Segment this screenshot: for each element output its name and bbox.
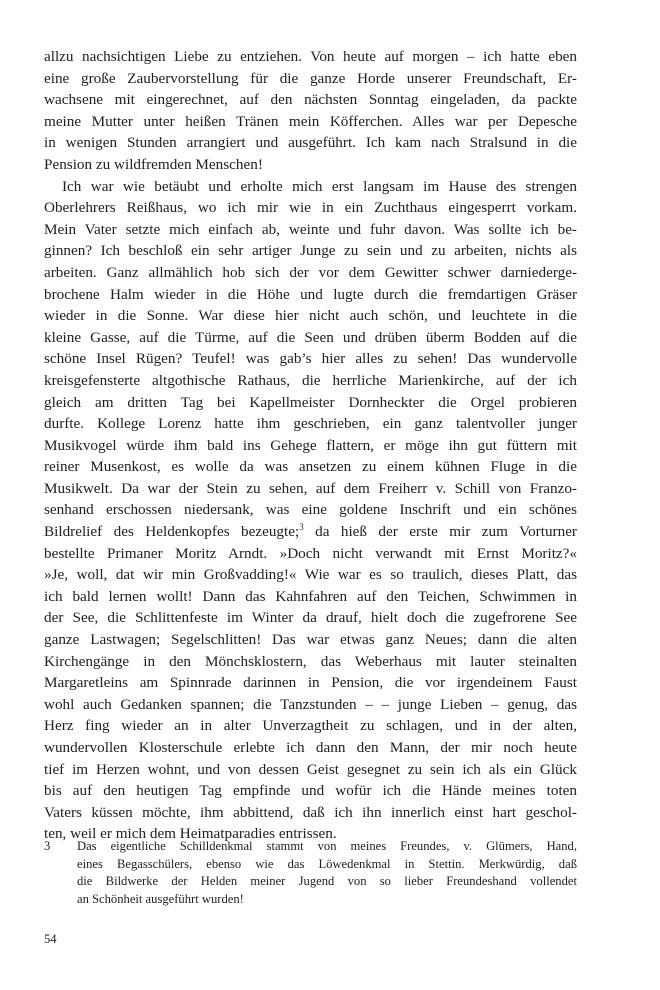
page-number: 54 [44, 932, 57, 946]
footnote-number: 3 [44, 839, 51, 853]
text-line: Kirchengänge in den Mönchsklostern, das Weberhaus mit lauter steinalten [44, 652, 577, 670]
text-line: Margaretleins am Spinnrade darinnen in Pension, die vor irgendeinem Faust [44, 674, 577, 692]
footnote-reference[interactable]: 3 [299, 522, 304, 533]
text-line: brochene Halm wieder in die Höhe und lugte durch die fremdartigen Gräser [44, 285, 577, 303]
text-line: der See, die Schlittenfeste im Winter da drauf, hielt doch die zugefrorene See [44, 609, 577, 627]
footnote-line: Das eigentliche Schilldenkmal stammt von meines Freundes, v. Glümers, Hand, [77, 839, 577, 853]
text-line: arbeiten. Ganz allmählich hob sich der vor dem Gewitter schwer darniederge- [44, 263, 577, 281]
text-line: wachsene mit eingerechnet, auf den nächsten Sonntag eingeladen, da packte [44, 91, 577, 109]
main-text [44, 46, 577, 845]
text-line: in wenigen Stunden arrangiert und ausgeführt. Ich kam nach Stralsund in die [44, 134, 577, 152]
text-line: Vaters küssen möchte, ihm abbittend, daß ich ihn innerlich einst hart geschol- [44, 803, 577, 821]
text-line: wohl auch Gedanken spannen; die Tanzstunden – – junge Lieben – genug, das [44, 695, 577, 713]
text-line: eine große Zaubervorstellung für die ganze Horde unserer Freundschaft, Er- [44, 69, 577, 87]
text-line: wieder in die Sonne. War diese hier nicht auch schön, und leuchtete in die [44, 307, 577, 325]
text-line: gleich am dritten Tag bei Kapellmeister Dornheckter die Orgel probieren [44, 393, 577, 411]
text-line: schöne Insel Rügen? Teufel! was gab’s hier alles zu sehen! Das wundervolle [44, 350, 577, 368]
text-line: Pension zu wildfremden Menschen! [44, 155, 263, 173]
footnote-line: an Schönheit ausgeführt wurden! [77, 891, 244, 906]
text-line: ten, weil er mich dem Heimatparadies entrissen. [44, 825, 337, 843]
text-line: bis auf den heutigen Tag empfinde und wofür ich die Hände meines toten [44, 782, 577, 800]
text-line: ganze Lastwagen; Segelschlitten! Das war etwas ganz Neues; dann die alten [44, 631, 577, 649]
text-line: kleine Gasse, auf die Türme, auf die Seen und drüben überm Bodden auf die [44, 328, 577, 346]
text-line: meine Mutter unter heißen Tränen mein Köfferchen. Alles war per Depesche [44, 112, 577, 130]
text-segment: Bildrelief des Heldenkopfes bezeugte; [44, 523, 300, 541]
text-line: reiner Musenkost, es wolle da was ansetzen zu einem kühnen Fluge in die [44, 458, 577, 476]
text-line: kreisgefensterte altgothische Rathaus, die herrliche Marienkirche, auf der ich [44, 371, 577, 389]
text-line: durfte. Kollege Lorenz hatte ihm geschrieben, ein ganz talentvoller junger [44, 415, 577, 433]
text-line: Musikwelt. Da war der Stein zu sehen, auf dem Freiherr v. Schill von Franzo- [44, 479, 577, 497]
text-line: wundervollen Klosterschule erlebte ich dann den Mann, der mir noch heute [44, 739, 577, 756]
text-line-with-footnote [44, 521, 577, 543]
text-line: Herz fing wieder an in alter Unverzagtheit zu schlagen, und in der alten, [44, 717, 577, 735]
text-line: ich bald lernen wollt! Dann das Kahnfahren auf den Teichen, Schwimmen in [44, 587, 577, 605]
text-line: Oberlehrers Reißhaus, wo ich mir wie in ein Zuchthaus eingesperrt vorkam. [44, 199, 577, 217]
text-line: bestellte Primaner Moritz Arndt. »Doch nicht verwandt mit Ernst Moritz?« [44, 544, 577, 562]
text-line: ginnen? Ich beschloß ein sehr artiger Junge zu sein und zu arbeiten, nichts als [44, 242, 577, 260]
footnote-text [77, 838, 577, 908]
text-line: senhand erschossen niedersank, was eine goldene Inschrift und ein schönes [44, 501, 577, 519]
text-line: »Je, woll, dat wir min Großvadding!« Wie war es so traulich, dieses Platt, das [44, 566, 577, 584]
text-line: Mein Vater setzte mich einfach ab, weinte und fuhr davon. Was sollte ich be- [44, 220, 577, 238]
footnote-line: eines Begasschülers, ebenso wie das Löwedenkmal in Stettin. Merkwürdig, daß [77, 856, 577, 871]
text-segment: da hieß der erste mir zum Vorturner [303, 523, 577, 541]
footnote-line: die Bildwerke der Helden meiner Jugend von so lieber Freundeshand vollendet [77, 874, 577, 889]
text-line: tief im Herzen wohnt, und von dessen Geist gesegnet zu sein ich als ein Glück [44, 760, 577, 778]
text-line: Musikvogel würde ihm bald ins Gehege flattern, er möge ihn gut füttern mit [44, 436, 577, 454]
text-line: Ich war wie betäubt und erholte mich erst langsam im Hause des strengen [62, 177, 577, 195]
text-line: allzu nachsichtigen Liebe zu entziehen. Von heute auf morgen – ich hatte eben [44, 48, 577, 65]
